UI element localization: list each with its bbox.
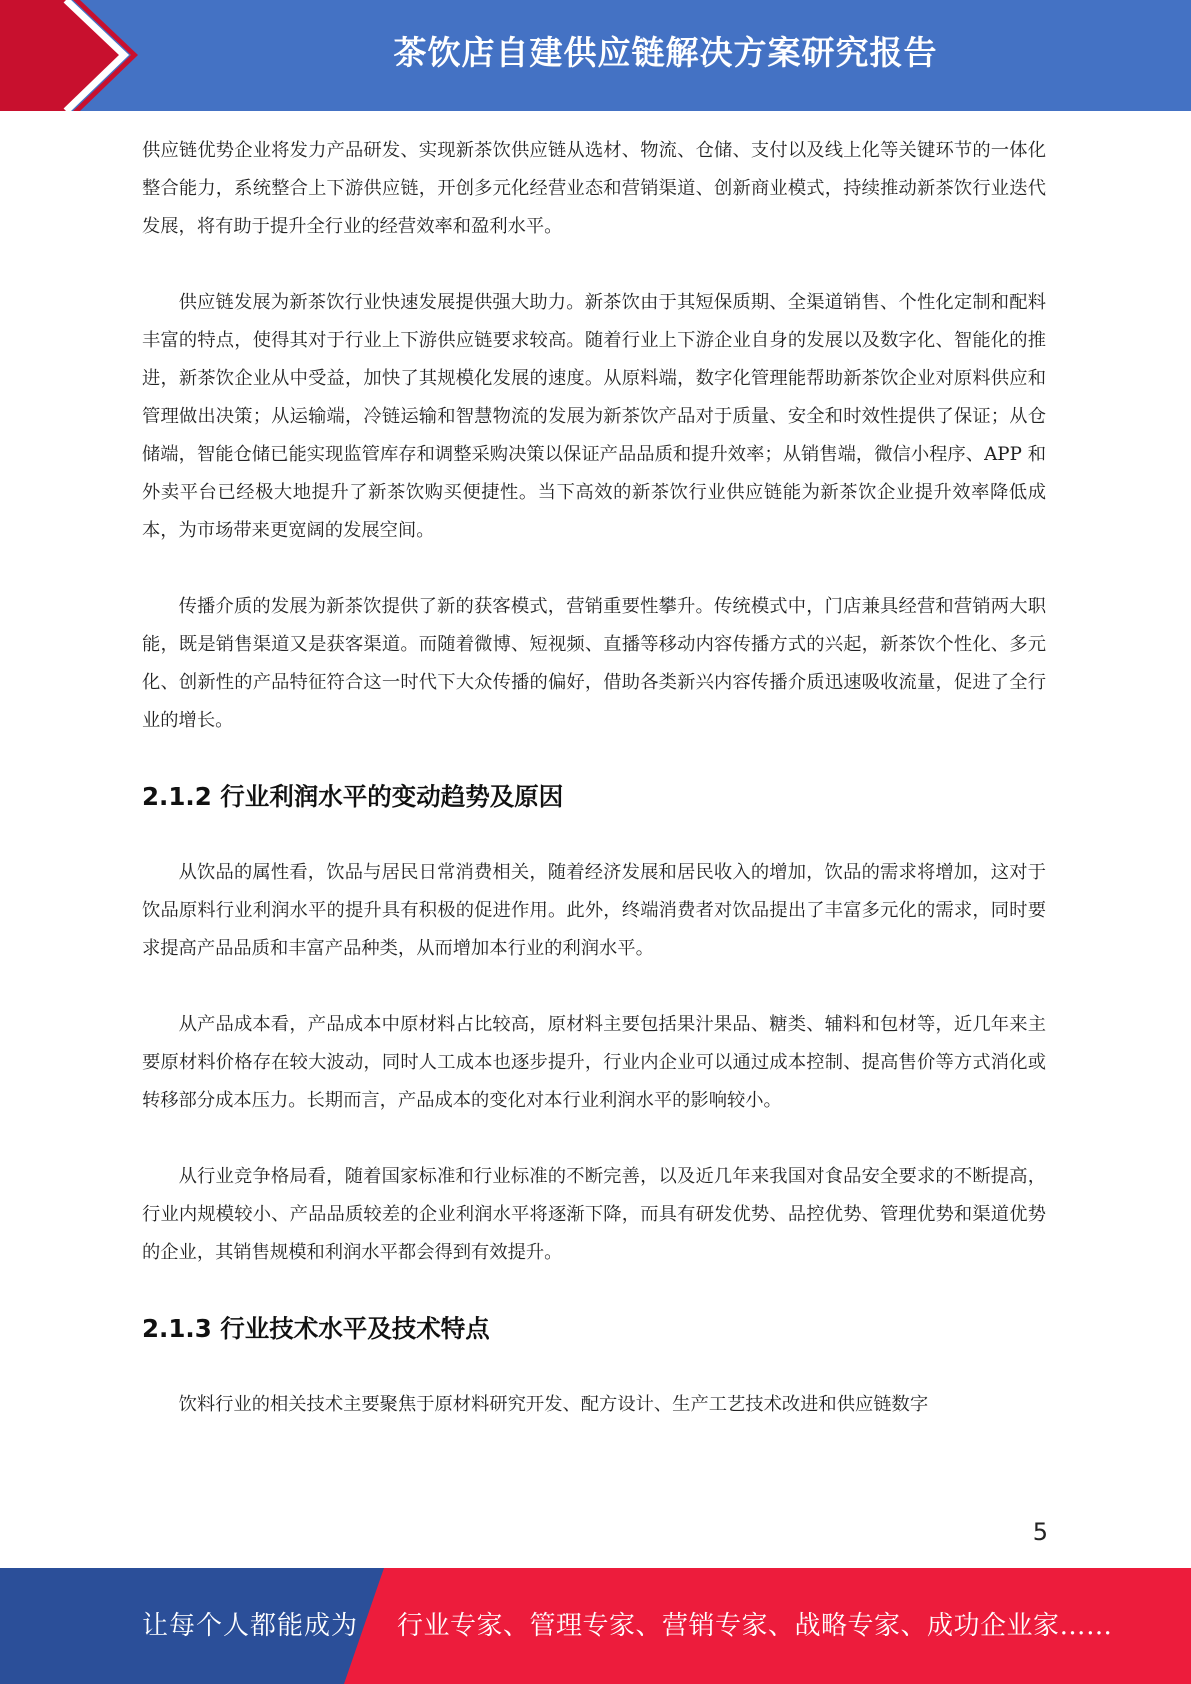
paragraph-technology-focus: 饮料行业的相关技术主要聚焦于原材料研究开发、配方设计、生产工艺技术改进和供应链数字 bbox=[178, 1394, 929, 1415]
paragraph-product-cost: 从产品成本看，产品成本中原材料占比较高，原材料主要包括果汁果品、糖类、辅料和包材等，近几年来主要原材料价格存在较大波动，同时人工成本也逐步提升，行业内企业可以通过成本控制、提高售价等方式消化或转移部分成本压力。长期而言，产品成本的变化对本行业利润水平的影响较小。 bbox=[142, 1014, 1046, 1111]
footer-slogan-right: 行业专家、管理专家、营销专家、战略专家、成功企业家…… bbox=[397, 1611, 1113, 1641]
footer-slogan-left: 让每个人都能成为 bbox=[142, 1611, 359, 1641]
header-arrow-decoration bbox=[0, 0, 160, 111]
paragraph-supply-chain-advantage: 供应链优势企业将发力产品研发、实现新茶饮供应链从选材、物流、仓储、支付以及线上化等关键环节的一体化整合能力，系统整合上下游供应链，开创多元化经营业态和营销渠道、创新商业模式，持续推动新茶饮行业迭代发展，将有助于提升全行业的经营效率和盈利水平。 bbox=[142, 140, 1046, 237]
page-header bbox=[0, 0, 1191, 111]
paragraph-beverage-attributes: 从饮品的属性看，饮品与居民日常消费相关，随着经济发展和居民收入的增加，饮品的需求将增加，这对于饮品原料行业利润水平的提升具有积极的促进作用。此外，终端消费者对饮品提出了丰富多元化的需求，同时要求提高产品品质和丰富产品种类，从而增加本行业的利润水平。 bbox=[142, 862, 1046, 959]
page-number: 5 bbox=[1032, 1518, 1048, 1546]
report-title: 茶饮店自建供应链解决方案研究报告 bbox=[393, 33, 938, 72]
paragraph-supply-chain-development: 供应链发展为新茶饮行业快速发展提供强大助力。新茶饮由于其短保质期、全渠道销售、个性化定制和配料丰富的特点，使得其对于行业上下游供应链要求较高。随着行业上下游企业自身的发展以及数字化、智能化的推进，新茶饮企业从中受益，加快了其规模化发展的速度。从原料端，数字化管理能帮助新茶饮企业对原料供应和管理做出决策；从运输端，冷链运输和智慧物流的发展为新茶饮产品对于质量、安全和时效性提供了保证；从仓储端，智能仓储已能实现监管库存和调整采购决策以保证产品品质和提升效率；从销售端，微信小程序、APP 和外卖平台已经极大地提升了新茶饮购买便捷性。当下高效的新茶饮行业供应链能为新茶饮企业提升效率降低成本，为市场带来更宽阔的发展空间。 bbox=[142, 292, 1046, 541]
page-footer bbox=[0, 1568, 1191, 1684]
report-body bbox=[142, 132, 1046, 1424]
section-heading-2-1-3: 2.1.3 行业技术水平及技术特点 bbox=[142, 1314, 490, 1343]
paragraph-competition-landscape: 从行业竞争格局看，随着国家标准和行业标准的不断完善，以及近几年来我国对食品安全要求的不断提高，行业内规模较小、产品品质较差的企业利润水平将逐渐下降，而具有研发优势、品控优势、管理优势和渠道优势的企业，其销售规模和利润水平都会得到有效提升。 bbox=[142, 1166, 1046, 1263]
paragraph-media-development: 传播介质的发展为新茶饮提供了新的获客模式，营销重要性攀升。传统模式中，门店兼具经营和营销两大职能，既是销售渠道又是获客渠道。而随着微博、短视频、直播等移动内容传播方式的兴起，新茶饮个性化、多元化、创新性的产品特征符合这一时代下大众传播的偏好，借助各类新兴内容传播介质迅速吸收流量，促进了全行业的增长。 bbox=[142, 596, 1046, 731]
section-heading-2-1-2: 2.1.2 行业利润水平的变动趋势及原因 bbox=[142, 782, 564, 811]
